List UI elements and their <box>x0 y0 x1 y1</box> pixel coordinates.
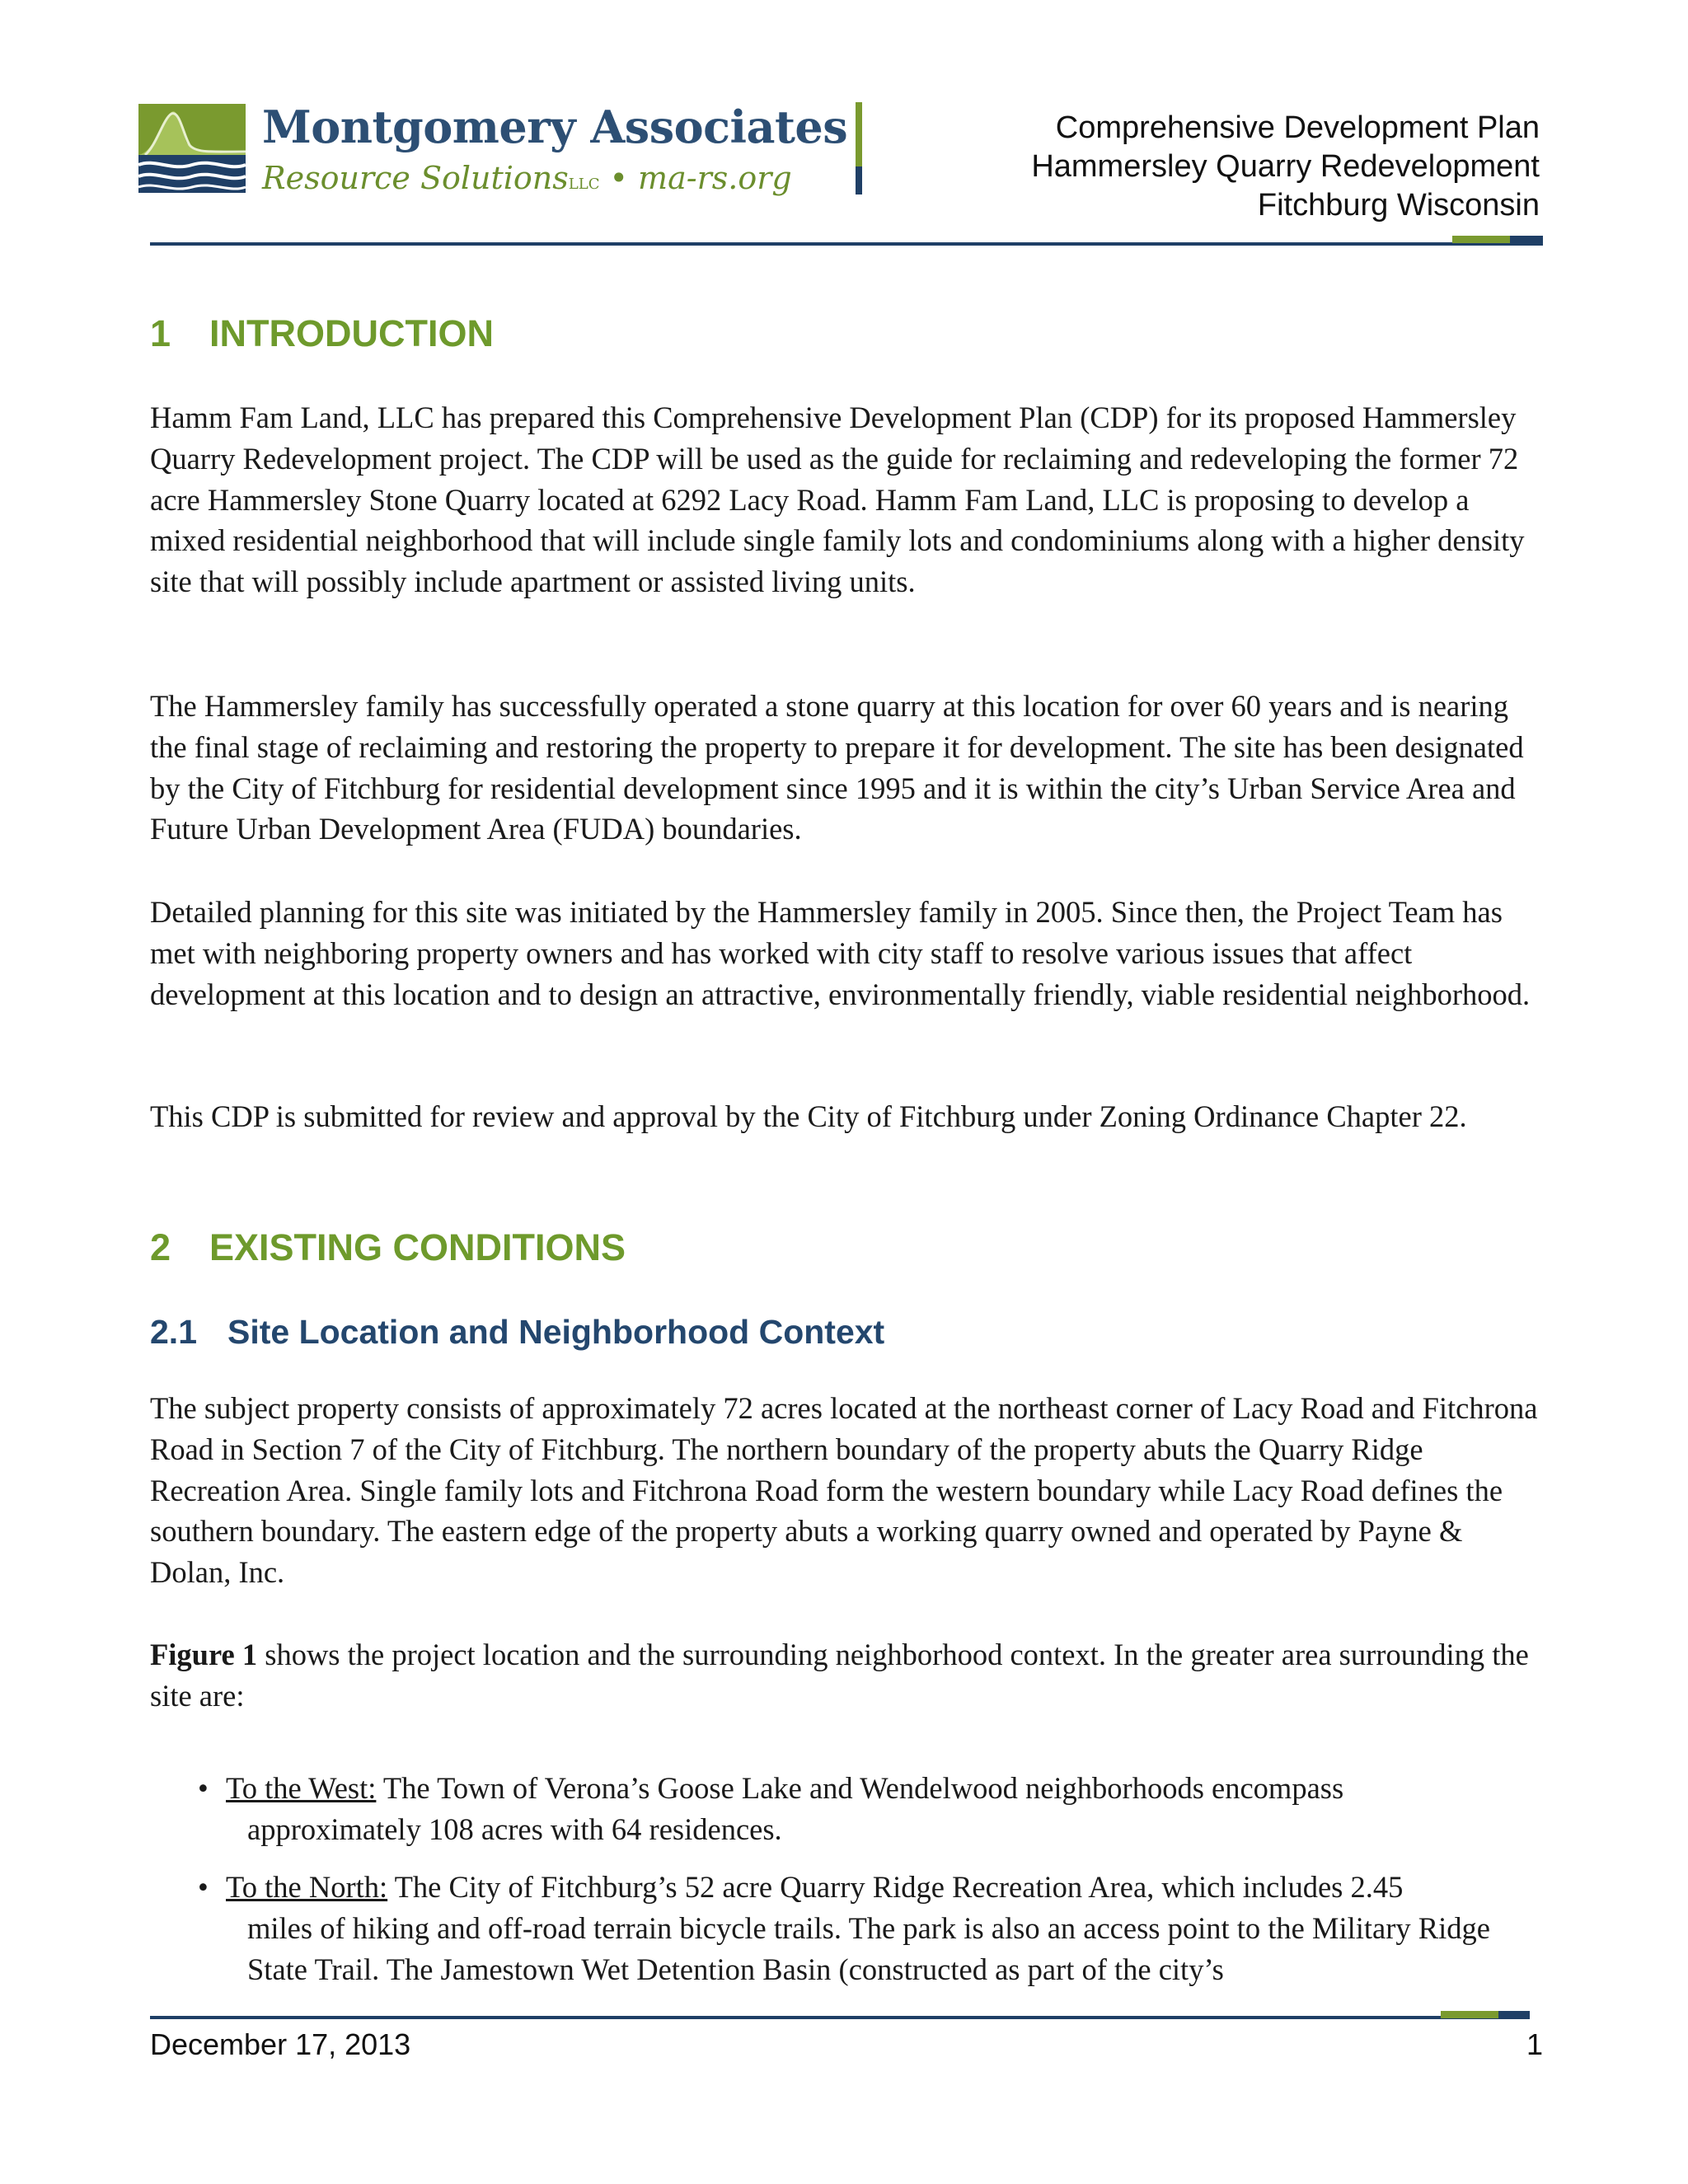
page-header <box>138 97 1540 262</box>
page-number: 1 <box>1526 2027 1543 2061</box>
footer-rule-accent-2 <box>1498 2011 1530 2018</box>
header-rule-accent <box>1452 236 1510 243</box>
list-item-text-continued: approximately 108 acres with 64 residences. <box>247 1811 782 1846</box>
intro-paragraph-3: Detailed planning for this site was initiated by the Hammersley family in 2005. Since then, the Project Team has met with neighboring property owners and has worked with city staff to resolve various issues that affect development at this location and to design an attractive, environmentally friendly, viable residential neighborhood. <box>150 895 1531 1011</box>
tagline-text: Resource Solutions <box>262 160 569 196</box>
doc-title-line-2: Hammersley Quarry Redevelopment <box>1031 149 1540 184</box>
subsection-number: 2.1 <box>150 1313 197 1351</box>
bullet-icon: • <box>198 1870 209 1904</box>
section-title: INTRODUCTION <box>209 312 494 354</box>
section-heading-2 <box>150 1226 626 1269</box>
header-divider <box>856 102 862 194</box>
section-number: 2 <box>150 1226 171 1268</box>
intro-paragraph-1: Hamm Fam Land, LLC has prepared this Comprehensive Development Plan (CDP) for its proposed Hammersley Quarry Redevelopment project. The CDP will be used as the guide for reclaiming and redeveloping the former 72 acre Hammersley Stone Quarry located at 6292 Lacy Road. Hamm Fam Land, LLC is proposing to develop a mixed residential neighborhood that will include single family lots and condominiums along with a higher density site that will possibly include apartment or assisted living units. <box>150 401 1525 599</box>
section-heading-1 <box>150 312 494 355</box>
header-rule-accent-2 <box>1510 236 1543 243</box>
logo-mark-icon <box>138 104 246 193</box>
doc-title-line-1: Comprehensive Development Plan <box>1055 110 1540 145</box>
tagline-llc: LLC <box>568 176 600 193</box>
intro-paragraph-2: The Hammersley family has successfully operated a stone quarry at this location for over 60 years and is nearing the final stage of reclaiming and restoring the property to prepare it for development. The site has been designated by the City of Fitchburg for residential development since 1995 and it is within the city’s Urban Service Area and Future Urban Development Area (FUDA) boundaries. <box>150 689 1524 846</box>
bullet-icon: • <box>198 1771 209 1805</box>
list-item-label: To the West: <box>226 1771 377 1805</box>
list-item-label: To the North: <box>226 1870 388 1904</box>
figure-paragraph <box>150 1634 1543 1717</box>
company-name: Montgomery Associates <box>262 101 848 153</box>
list-item-text-continued: miles of hiking and off-road terrain bicycle trails. The park is also an access point to the Military Ridge State Trail. The Jamestown Wet Detention Basin (constructed as part of the city’s <box>247 1910 1490 1986</box>
list-item-text: The City of Fitchburg’s 52 acre Quarry Ridge Recreation Area, which includes 2.45 <box>387 1870 1404 1904</box>
section-title: EXISTING CONDITIONS <box>209 1226 626 1268</box>
document-title-block <box>1031 109 1540 225</box>
company-tagline <box>262 160 792 196</box>
figure-paragraph-text: shows the project location and the surrounding neighborhood context. In the greater area surrounding the site are: <box>150 1638 1529 1713</box>
list-item-text: The Town of Verona’s Goose Lake and Wendelwood neighborhoods encompass <box>376 1771 1344 1805</box>
list-item <box>198 1768 1543 1850</box>
figure-reference: Figure 1 <box>150 1638 258 1671</box>
subsection-heading-2-1 <box>150 1313 884 1352</box>
doc-title-line-3: Fitchburg Wisconsin <box>1257 188 1540 223</box>
header-rule <box>150 242 1543 246</box>
subsection-title: Site Location and Neighborhood Context <box>227 1313 885 1351</box>
company-logo <box>138 101 963 203</box>
company-website: • ma-rs.org <box>599 160 792 196</box>
footer-date: December 17, 2013 <box>150 2027 411 2061</box>
intro-paragraph-4: This CDP is submitted for review and approval by the City of Fitchburg under Zoning Ordinance Chapter 22. <box>150 1099 1467 1133</box>
site-location-paragraph: The subject property consists of approximately 72 acres located at the northeast corner of Lacy Road and Fitchrona Road in Section 7 of the City of Fitchburg. The northern boundary of the property abuts the Quarry Ridge Recreation Area. Single family lots and Fitchrona Road form the western boundary while Lacy Road defines the southern boundary. The eastern edge of the property abuts a working quarry owned and operated by Payne & Dolan, Inc. <box>150 1391 1538 1590</box>
list-item <box>198 1867 1553 1990</box>
section-number: 1 <box>150 312 171 354</box>
footer-rule <box>150 2016 1530 2019</box>
footer-rule-accent <box>1441 2011 1498 2018</box>
